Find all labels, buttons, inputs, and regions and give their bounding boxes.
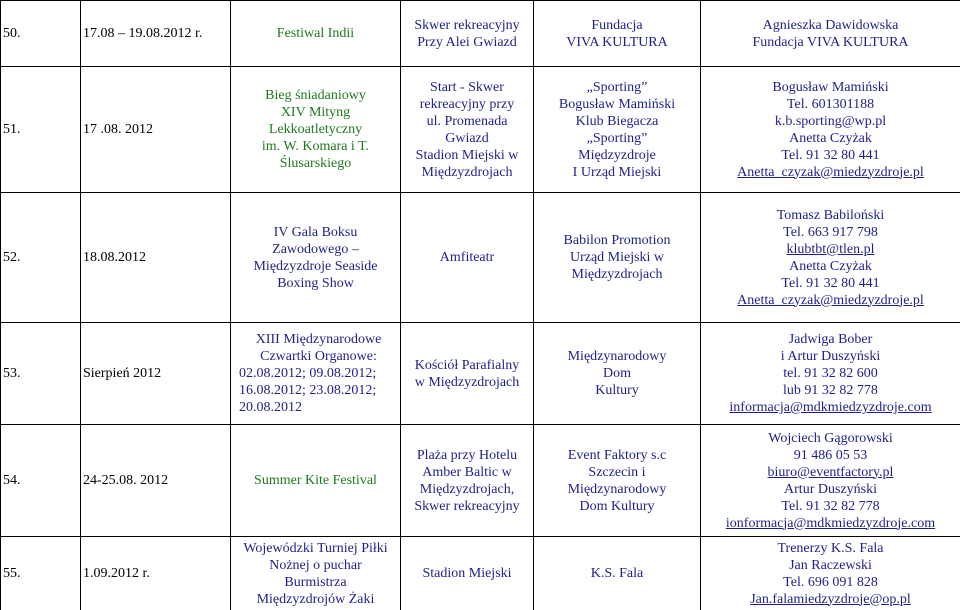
event-line: Bieg śniadaniowy [265, 88, 366, 103]
table-row [1, 193, 960, 323]
event-place [401, 537, 534, 610]
contact-line: tel. 91 32 82 600 [783, 366, 878, 381]
event-line: Burmistrza [284, 574, 347, 590]
place-line: Start - Skwer [430, 79, 504, 95]
event-place [401, 425, 534, 537]
organizer-line: Babilon Promotion [563, 233, 671, 248]
event-name [231, 193, 401, 323]
contact-line: Tel. 601301188 [786, 96, 875, 112]
organizer-line: I Urząd Miejski [572, 164, 662, 180]
event-line: Festiwal Indii [276, 26, 355, 41]
event-line: 16.08.2012; 23.08.2012; [239, 383, 377, 398]
event-organizer [534, 323, 701, 425]
place-line: w Międzyzdrojach [414, 374, 520, 390]
organizer-line: „Sporting” [586, 79, 648, 95]
table-row [1, 425, 960, 537]
organizer-line: Bogusław Mamiński [558, 96, 676, 112]
place-line: rekreacyjny przy [419, 96, 515, 112]
contact-line: Tel. 696 091 828 [783, 574, 878, 590]
row-number: 54. [1, 425, 81, 537]
event-contact [701, 193, 960, 323]
row-number: 52. [1, 193, 81, 323]
event-line: Boxing Show [277, 275, 354, 291]
place-line: Skwer rekreacyjny [414, 498, 520, 514]
table-row [1, 537, 960, 610]
contact-line: Anetta Czyżak [789, 258, 872, 274]
organizer-line: K.S. Fala [590, 566, 644, 581]
organizer-line: Międzynarodowy [567, 481, 667, 497]
contact-line: Tel. 663 917 798 [783, 224, 878, 240]
event-line: XIII Międzynarodowe [255, 332, 382, 347]
event-organizer [534, 425, 701, 537]
place-line: Gwiazd [445, 130, 489, 146]
event-place [401, 323, 534, 425]
organizer-line: Kultury [595, 383, 639, 398]
place-line: ul. Promenada [426, 113, 508, 129]
event-contact [701, 323, 960, 425]
contact-line: lub 91 32 82 778 [783, 383, 878, 398]
event-contact [701, 67, 960, 193]
organizer-line: Szczecin i [588, 464, 646, 480]
event-place [401, 1, 534, 67]
contact-line: k.b.sporting@wp.pl [774, 113, 887, 129]
place-line: Międzyzdrojach [421, 164, 513, 180]
contact-email-link[interactable]: Anetta_czyzak@miedzyzdroje.pl [737, 292, 924, 308]
row-date: Sierpień 2012 [81, 323, 231, 425]
event-line: 02.08.2012; 09.08.2012; [239, 366, 377, 381]
contact-email-link[interactable]: klubtbt@tlen.pl [786, 241, 875, 257]
contact-line: Tel. 91 32 80 441 [781, 275, 880, 291]
place-line: Amfiteatr [439, 250, 495, 265]
contact-line: Bogusław Mamiński [772, 79, 889, 95]
contact-line: Wojciech Gągorowski [768, 430, 893, 446]
contact-email-link[interactable]: biuro@eventfactory.pl [767, 464, 894, 480]
contact-email-link[interactable]: informacja@mdkmiedzyzdroje.com [729, 400, 932, 415]
organizer-line: Dom Kultury [579, 498, 655, 514]
event-contact [701, 1, 960, 67]
event-organizer [534, 1, 701, 67]
event-line: Nożnej o puchar [269, 557, 362, 573]
row-date: 24-25.08. 2012 [81, 425, 231, 537]
event-line: Zawodowego – [272, 241, 359, 257]
event-line: Czwartki Organowe: [260, 349, 377, 364]
event-line: Ślusarskiego [279, 156, 352, 171]
row-date: 1.09.2012 r. [81, 537, 231, 610]
contact-line: i Artur Duszyński [780, 349, 881, 364]
place-line: Przy Alei Gwiazd [417, 34, 517, 50]
place-line: Skwer rekreacyjny [414, 17, 520, 33]
place-line: Międzyzdrojach, [419, 481, 515, 497]
contact-line: Tel. 91 32 82 778 [781, 498, 880, 514]
place-line: Stadion Miejski w [415, 147, 519, 163]
organizer-line: Dom [603, 366, 631, 381]
event-name [231, 425, 401, 537]
organizer-line: VIVA KULTURA [566, 34, 668, 50]
organizer-line: Fundacja [591, 17, 643, 33]
event-name [231, 67, 401, 193]
row-number: 50. [1, 1, 81, 67]
table-row [1, 67, 960, 193]
contact-line: Jan Raczewski [789, 557, 872, 573]
event-line: im. W. Komara i T. [261, 139, 370, 154]
organizer-line: Międzyzdroje [578, 147, 656, 163]
contact-line: Anetta Czyżak [789, 130, 872, 146]
event-name [231, 1, 401, 67]
event-organizer [534, 537, 701, 610]
organizer-line: Międzyzdrojach [571, 267, 663, 282]
contact-line: Artur Duszyński [784, 481, 877, 497]
event-line: XIV Mityng [280, 105, 351, 120]
row-number: 55. [1, 537, 81, 610]
row-date: 17 .08. 2012 [81, 67, 231, 193]
event-contact [701, 537, 960, 610]
event-line: Summer Kite Festival [254, 473, 377, 488]
event-line: IV Gala Boksu [273, 224, 358, 240]
event-line: Lekkoatletyczny [268, 122, 363, 137]
organizer-line: Klub Biegacza [575, 113, 659, 129]
event-contact [701, 425, 960, 537]
organizer-line: „Sporting” [586, 130, 648, 146]
organizer-line: Event Faktory s.c [567, 447, 667, 463]
event-line: 20.08.2012 [239, 400, 302, 415]
contact-line: Trenerzy K.S. Fala [777, 540, 884, 556]
contact-line: Fundacja VIVA KULTURA [752, 34, 909, 50]
row-number: 53. [1, 323, 81, 425]
place-line: Stadion Miejski [422, 566, 512, 581]
contact-line: Tomasz Babiloński [776, 207, 885, 223]
contact-email-link[interactable]: Anetta_czyzak@miedzyzdroje.pl [737, 164, 924, 180]
table-row [1, 323, 960, 425]
event-line: Międzyzdrojów Żaki [256, 591, 375, 607]
contact-line: Tel. 91 32 80 441 [781, 147, 880, 163]
event-place [401, 67, 534, 193]
row-number: 51. [1, 67, 81, 193]
organizer-line: Międzynarodowy [567, 349, 667, 364]
event-line: Wojewódzki Turniej Piłki [243, 540, 388, 556]
event-organizer [534, 67, 701, 193]
contact-email-link[interactable]: Jan.falamiedzyzdroje@op.pl [750, 591, 911, 607]
organizer-line: Urząd Miejski w [569, 250, 665, 265]
event-line: Międzyzdroje Seaside [253, 258, 378, 274]
contact-line: 91 486 05 53 [793, 447, 868, 463]
contact-line: Agnieszka Dawidowska [762, 17, 899, 33]
row-date: 18.08.2012 [81, 193, 231, 323]
place-line: Amber Baltic w [422, 464, 512, 480]
contact-email-link[interactable]: ionformacja@mdkmiedzyzdroje.com [725, 515, 936, 531]
contact-line: Jadwiga Bober [788, 332, 873, 347]
place-line: Plaża przy Hotelu [416, 447, 518, 463]
table-row [1, 1, 960, 67]
row-date: 17.08 – 19.08.2012 r. [81, 1, 231, 67]
event-organizer [534, 193, 701, 323]
event-name [231, 537, 401, 610]
event-name [231, 323, 401, 425]
place-line: Kościół Parafialny [414, 357, 520, 373]
event-place [401, 193, 534, 323]
